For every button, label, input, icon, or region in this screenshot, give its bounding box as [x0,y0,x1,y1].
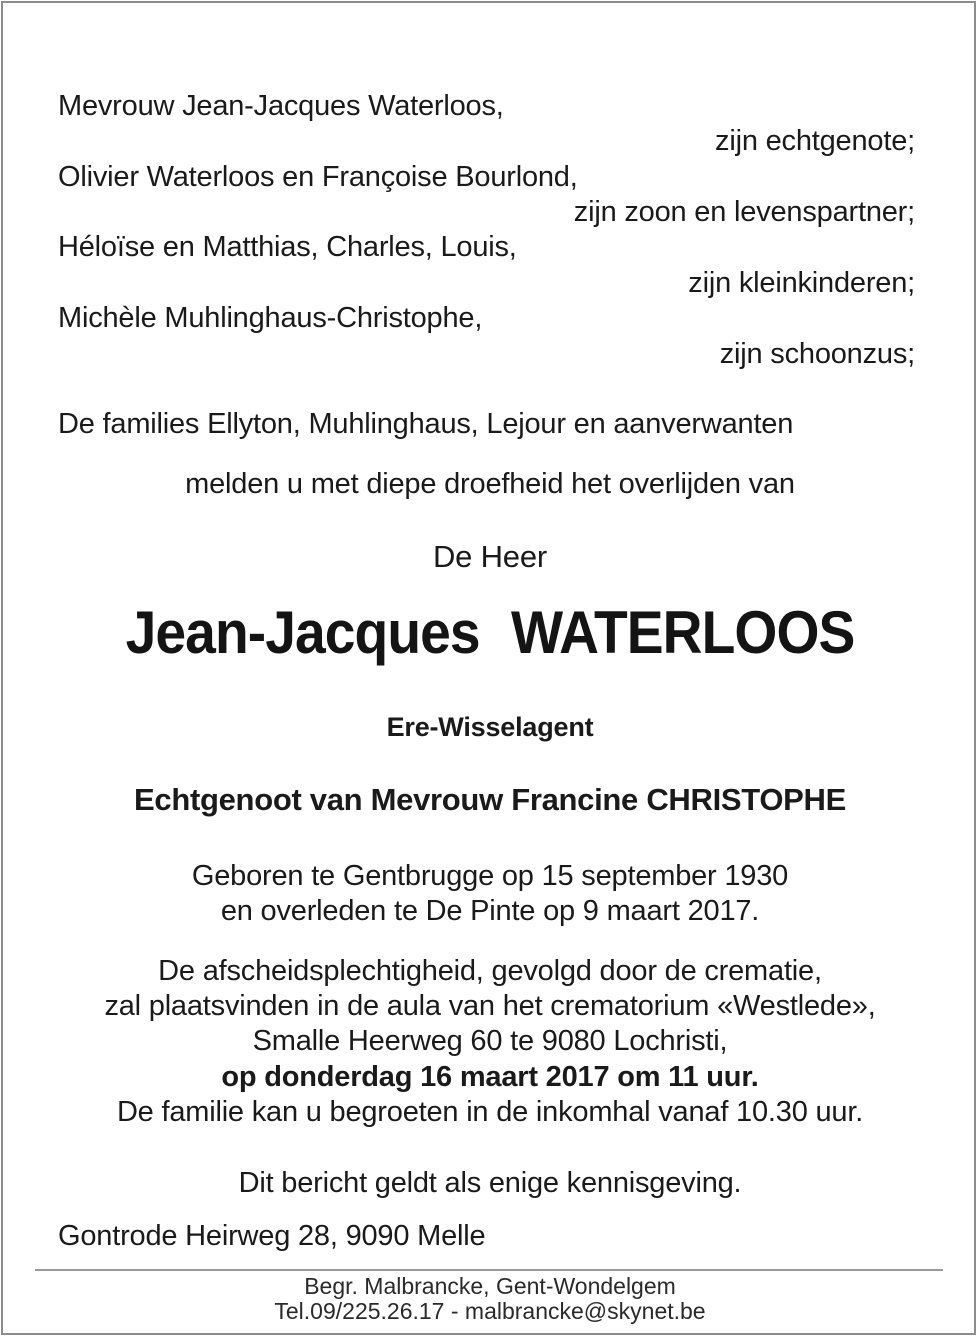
announcement-line: melden u met diepe droefheid het overlijden van [185,468,795,500]
family-member-relation: zijn echtgenote; [715,125,915,157]
spouse-line: Echtgenoot van Mevrouw Francine CHRISTOPHE [134,782,846,817]
birth-line: Geboren te Gentbrugge op 15 september 1930 [191,860,789,892]
funeral-home-name: Begr. Malbrancke, Gent-Wondelgem [304,1273,676,1299]
family-member-relation: zijn kleinkinderen; [688,267,915,299]
death-line: en overleden te De Pinte op 9 maart 2017. [220,895,760,927]
ceremony-date: op donderdag 16 maart 2017 om 11 uur. [221,1061,759,1093]
family-member-name: Mevrouw Jean-Jacques Waterloos, [58,90,504,122]
notice-line: Dit bericht geldt als enige kennisgeving. [238,1167,742,1199]
family-member-relation: zijn schoonzus; [719,338,915,370]
ceremony-line-3: Smalle Heerweg 60 te 9080 Lochristi, [252,1025,728,1057]
deceased-name [39,598,941,668]
deceased-title: Ere-Wisselagent [386,712,594,742]
deceased-first-name: Jean-Jacques [125,599,480,666]
family-member-name: Olivier Waterloos en Françoise Bourlond, [58,161,578,193]
greeting-line: De familie kan u begroeten in de inkomhal vanaf 10.30 uur. [116,1096,864,1128]
footer-divider [35,1269,943,1271]
funeral-home-contact: Tel.09/225.26.17 - malbrancke@skynet.be [274,1298,706,1324]
family-address: Gontrode Heirweg 28, 9090 Melle [58,1220,486,1252]
families-line: De families Ellyton, Muhlinghaus, Lejour en aanverwanten [58,408,794,440]
ceremony-line-2: zal plaatsvinden in de aula van het crematorium «Westlede», [104,990,876,1022]
deceased-last-name: WATERLOOS [511,599,855,666]
family-member-name: Héloïse en Matthias, Charles, Louis, [58,231,517,263]
ceremony-line-1: De afscheidsplechtigheid, gevolgd door de crematie, [158,955,822,987]
family-member-relation: zijn zoon en levenspartner; [573,196,915,228]
salutation: De Heer [432,539,548,574]
family-member-name: Michèle Muhlinghaus-Christophe, [58,302,483,334]
